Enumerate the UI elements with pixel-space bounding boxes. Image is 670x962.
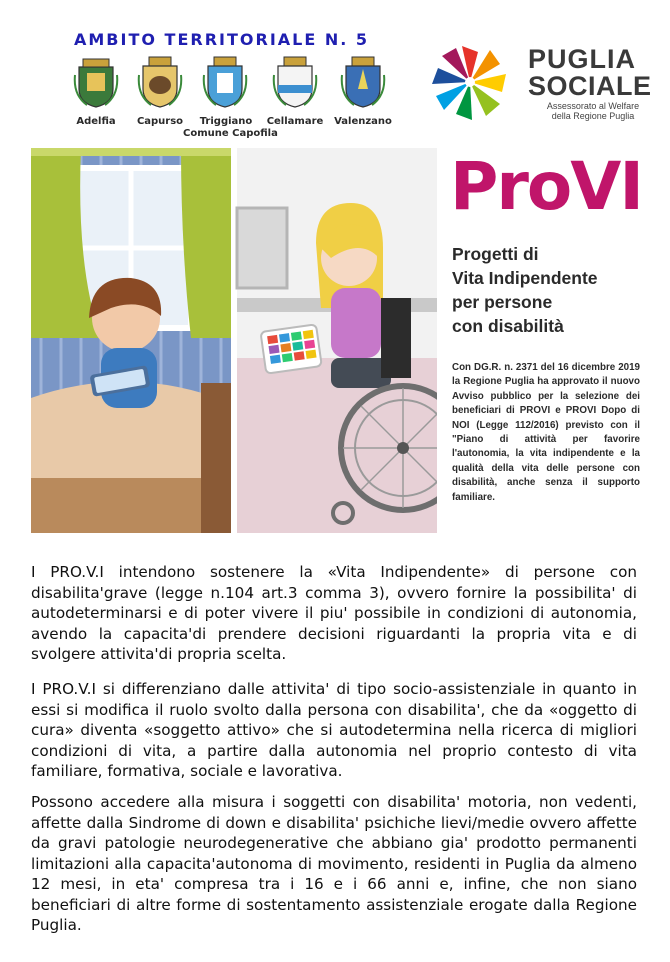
crest-cellamare-icon bbox=[272, 55, 318, 109]
capofila-label: Comune Capofila bbox=[183, 128, 278, 139]
comune-label-triggiano: Triggiano bbox=[199, 116, 253, 127]
ambito-title: AMBITO TERRITORIALE N. 5 bbox=[74, 30, 370, 49]
puglia-sociale-subtitle-line2: della Regione Puglia bbox=[551, 111, 635, 121]
body-paragraph-3: Possono accedere alla misura i soggetti con disabilita' motoria, non vedenti, affette dalla Sindrome di down e disabilita' psichiche lievi/medie ovvero affette da gravi patologie neurodegenerative che abbiano gia' prodotto permanenti limitazioni alla capacita'autonoma di movimento, residenti in Puglia da almeno 12 mesi, in eta' compresa tra i 16 e i 66 anni e, infine, che non siano beneficiari di altre forme di sostentamento assistenziale erogate dalla Regione Puglia. bbox=[31, 793, 637, 934]
provi-subtitle-line: Vita Indipendente bbox=[452, 268, 598, 288]
puglia-sociale-logo-icon bbox=[428, 40, 512, 124]
provi-subtitle-line: per persone bbox=[452, 292, 553, 312]
body-paragraph-2: I PRO.V.I si differenziano dalle attivita' di tipo socio-assistenziale in quanto in essi si modifica il ruolo svolto dalla persona con disabilita', che da «oggetto di cura» diventa «soggetto attivo» che si autodetermina nella ricerca di migliori condizioni di vita, a partire dalla autonomia nel proprio contesto di vita familiare, formativa, sociale e lavorativa. bbox=[31, 680, 637, 780]
provi-title: ProVI bbox=[450, 148, 642, 225]
puglia-sociale-title-line1: PUGLIA bbox=[528, 44, 637, 74]
puglia-sociale-subtitle-line1: Assessorato al Welfare bbox=[546, 101, 640, 111]
provi-description: Con DG.R. n. 2371 del 16 dicembre 2019 la Regione Puglia ha approvato il nuovo Avviso pubblico per la selezione dei beneficiari di PROVI e PROVI Dopo di NOI (Legge 112/2016) previsto con il "Piano di attività per favorire l'autonomia, la vita indipendente e la qualità della vita delle persone con disabilità, anche senza il supporto familiare. bbox=[452, 362, 640, 503]
comune-label-capurso: Capurso bbox=[136, 116, 184, 127]
comune-label-cellamare: Cellamare bbox=[266, 116, 324, 127]
crest-triggiano-icon bbox=[202, 55, 248, 109]
comune-label-valenzano: Valenzano bbox=[334, 116, 392, 127]
puglia-sociale-title-line2: SOCIALE bbox=[528, 71, 652, 101]
body-paragraph-1: I PRO.V.I intendono sostenere la «Vita Indipendente» di persone con disabilita'grave (legge n.104 art.3 comma 3), ovvero fornire la possibilita' di autodeterminarsi e di poter vivere il piu' possibile in condizioni di autonomia, avendo la capacita'di prendere decisioni riguardanti la propria vita e di svolgere attivita'di propria scelta. bbox=[31, 563, 637, 663]
provi-subtitle-line: Progetti di bbox=[452, 244, 539, 264]
provi-subtitle bbox=[452, 242, 598, 338]
puglia-sociale-subtitle bbox=[542, 101, 644, 121]
crest-capurso-icon bbox=[137, 55, 183, 109]
provi-subtitle-line: con disabilità bbox=[452, 316, 564, 336]
comune-label-adelfia: Adelfia bbox=[76, 116, 116, 127]
crest-adelfia-icon bbox=[73, 55, 119, 109]
crest-valenzano-icon bbox=[340, 55, 386, 109]
